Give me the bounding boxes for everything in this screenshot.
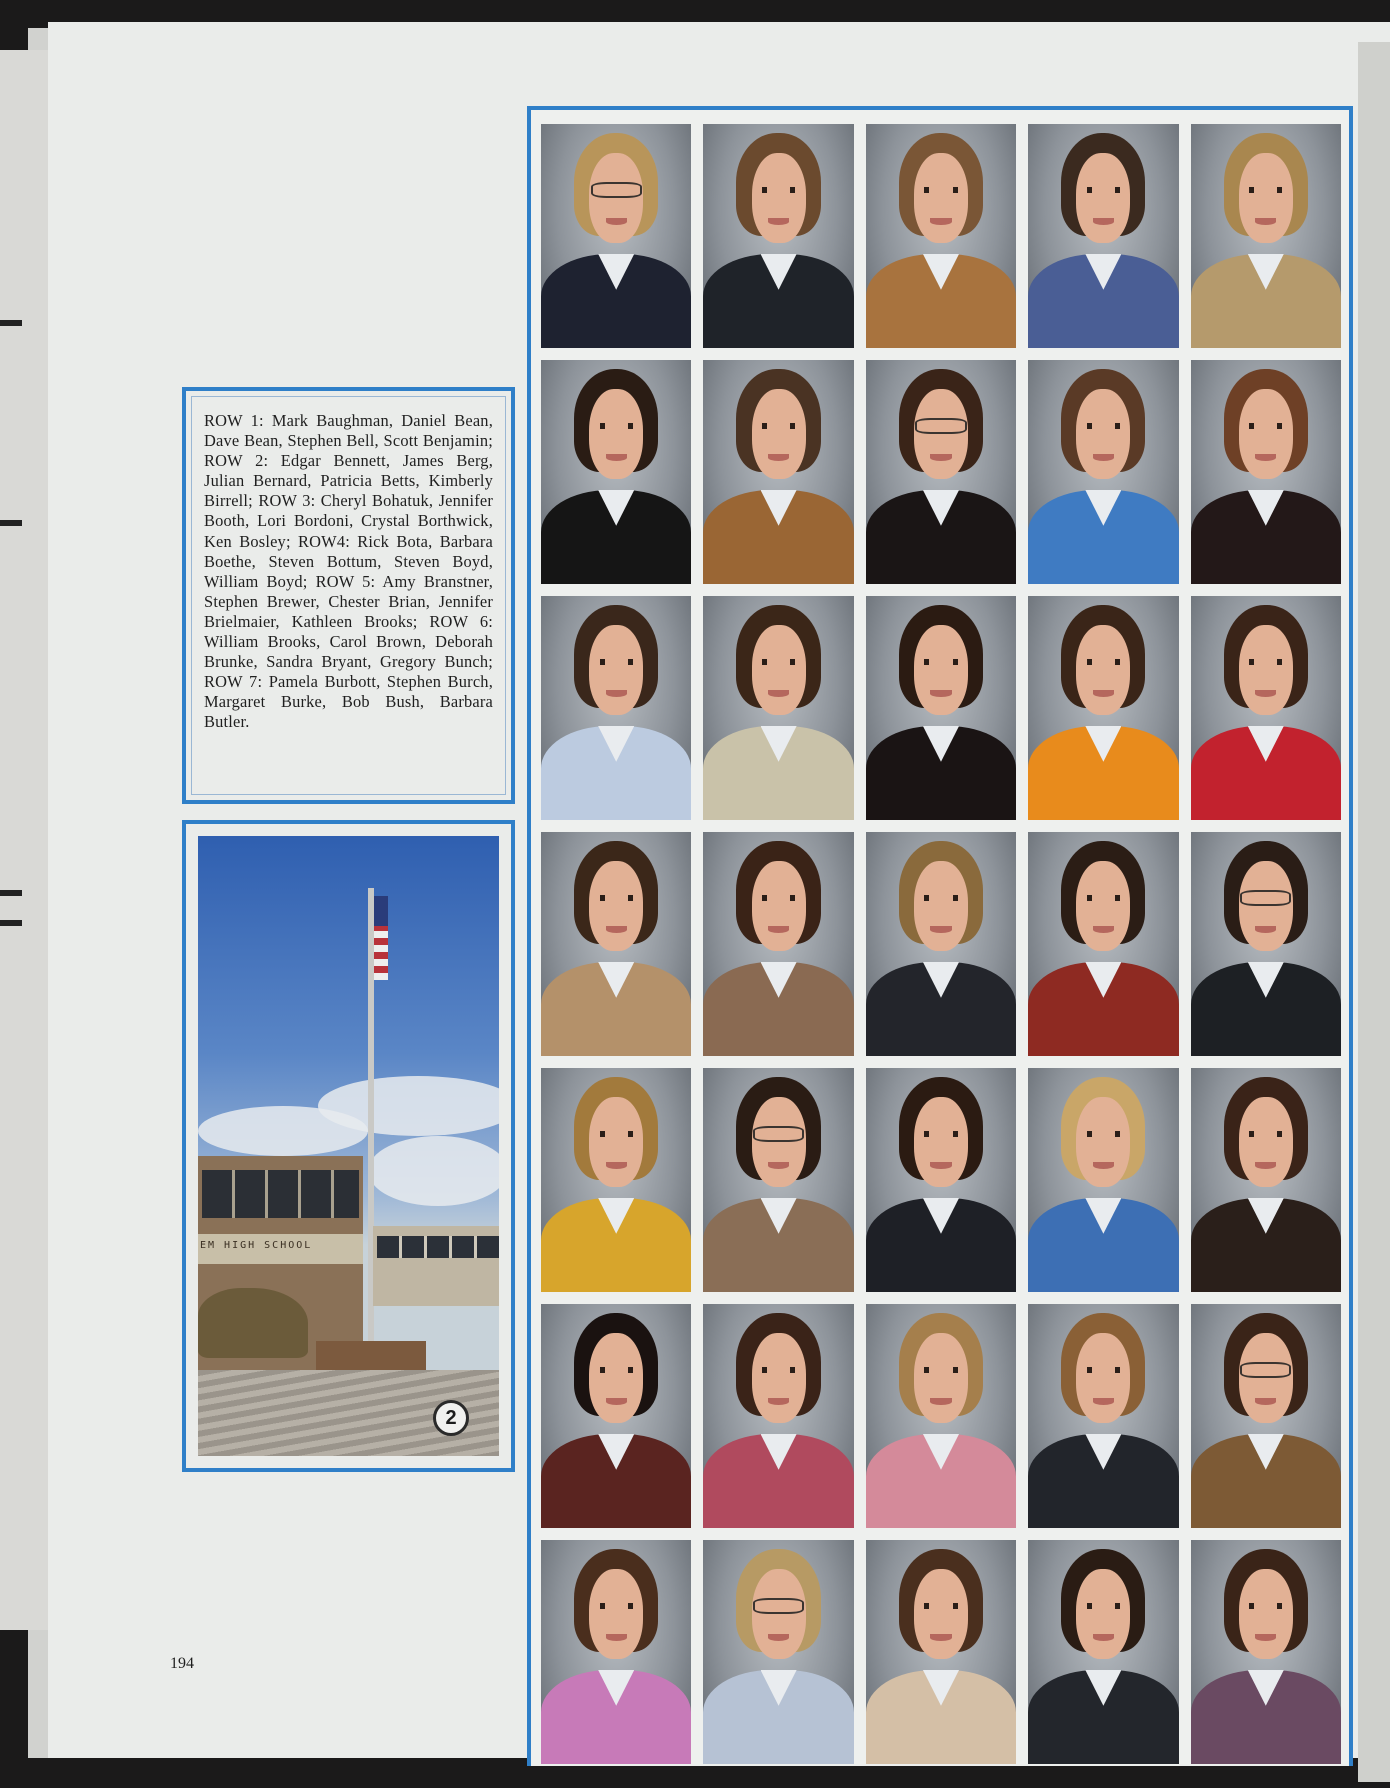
glasses-icon xyxy=(1240,890,1291,906)
portrait-smile xyxy=(768,1162,789,1169)
portrait-eyes xyxy=(1087,1603,1120,1610)
portrait-face xyxy=(752,153,806,243)
portrait-face xyxy=(1076,861,1130,951)
portrait-photo xyxy=(866,832,1016,1056)
caption-box xyxy=(182,387,515,804)
glasses-icon xyxy=(915,418,966,434)
portrait-face xyxy=(1076,153,1130,243)
portrait-eyes xyxy=(1087,659,1120,666)
portrait-smile xyxy=(1093,926,1114,933)
portrait-eyes xyxy=(924,1367,957,1374)
portrait-smile xyxy=(930,218,951,225)
portrait-eyes xyxy=(1087,423,1120,430)
portrait-face xyxy=(752,1333,806,1423)
portrait-photo xyxy=(866,1304,1016,1528)
portrait-face xyxy=(589,1097,643,1187)
portrait-eyes xyxy=(1087,1367,1120,1374)
portrait-face xyxy=(589,625,643,715)
portrait-eyes xyxy=(924,659,957,666)
portrait-face xyxy=(1239,153,1293,243)
portrait-photo xyxy=(541,1068,691,1292)
portrait-smile xyxy=(1093,1162,1114,1169)
portrait-photo xyxy=(866,1068,1016,1292)
portrait-smile xyxy=(606,1634,627,1641)
portrait-smile xyxy=(606,218,627,225)
portrait-smile xyxy=(1255,1162,1276,1169)
portrait-photo xyxy=(703,1304,853,1528)
portrait-photo xyxy=(1028,360,1178,584)
portrait-photo xyxy=(1028,596,1178,820)
portrait-face xyxy=(1239,861,1293,951)
photo-number-badge: 2 xyxy=(433,1400,469,1436)
portrait-face xyxy=(1076,1097,1130,1187)
portrait-face xyxy=(1076,389,1130,479)
portrait-face xyxy=(589,1569,643,1659)
portrait-photo xyxy=(541,1540,691,1764)
portrait-face xyxy=(914,1569,968,1659)
portrait-smile xyxy=(1255,1398,1276,1405)
portrait-face xyxy=(752,1097,806,1187)
portrait-photo xyxy=(1028,1540,1178,1764)
portrait-eyes xyxy=(1087,895,1120,902)
portrait-photo xyxy=(866,360,1016,584)
portrait-eyes xyxy=(762,187,795,194)
portrait-eyes xyxy=(600,423,633,430)
portrait-smile xyxy=(606,454,627,461)
portrait-photo xyxy=(703,1540,853,1764)
portrait-smile xyxy=(768,690,789,697)
portrait-eyes xyxy=(1249,1603,1282,1610)
portrait-photo xyxy=(866,596,1016,820)
school-photo-frame xyxy=(182,820,515,1472)
glasses-icon xyxy=(591,182,642,198)
portrait-photo xyxy=(541,1304,691,1528)
portrait-eyes xyxy=(1249,423,1282,430)
portrait-face xyxy=(914,153,968,243)
glasses-icon xyxy=(1240,1362,1291,1378)
portrait-eyes xyxy=(762,895,795,902)
portrait-photo xyxy=(1191,596,1341,820)
portrait-photo xyxy=(1028,832,1178,1056)
portrait-face xyxy=(914,1097,968,1187)
portrait-smile xyxy=(930,1162,951,1169)
portrait-eyes xyxy=(924,1131,957,1138)
portrait-eyes xyxy=(600,1131,633,1138)
portrait-photo xyxy=(541,596,691,820)
page-number: 194 xyxy=(170,1655,194,1672)
portrait-face xyxy=(1239,1569,1293,1659)
portrait-face xyxy=(1076,1333,1130,1423)
portrait-eyes xyxy=(600,659,633,666)
portrait-smile xyxy=(1255,690,1276,697)
portrait-face xyxy=(752,1569,806,1659)
portrait-face xyxy=(1239,1333,1293,1423)
portrait-grid xyxy=(541,124,1341,1766)
portrait-face xyxy=(1076,625,1130,715)
glasses-icon xyxy=(753,1598,804,1614)
portrait-eyes xyxy=(1087,1131,1120,1138)
portrait-face xyxy=(589,153,643,243)
portrait-photo xyxy=(541,360,691,584)
portrait-photo xyxy=(703,832,853,1056)
portrait-smile xyxy=(1255,218,1276,225)
portrait-photo xyxy=(866,124,1016,348)
portrait-photo xyxy=(1191,360,1341,584)
portrait-eyes xyxy=(1249,659,1282,666)
portrait-eyes xyxy=(1249,187,1282,194)
portrait-smile xyxy=(768,218,789,225)
portrait-smile xyxy=(606,1398,627,1405)
portrait-smile xyxy=(768,1634,789,1641)
portrait-photo xyxy=(703,124,853,348)
portrait-smile xyxy=(768,926,789,933)
portrait-photo xyxy=(541,124,691,348)
portrait-smile xyxy=(1093,218,1114,225)
portrait-smile xyxy=(930,1634,951,1641)
portrait-eyes xyxy=(600,895,633,902)
portrait-grid-frame xyxy=(527,106,1353,1766)
portrait-face xyxy=(752,625,806,715)
portrait-photo xyxy=(1028,1068,1178,1292)
portrait-photo xyxy=(1191,832,1341,1056)
portrait-smile xyxy=(1255,454,1276,461)
portrait-smile xyxy=(606,926,627,933)
portrait-face xyxy=(1239,625,1293,715)
portrait-face xyxy=(752,389,806,479)
portrait-face xyxy=(914,389,968,479)
portrait-photo xyxy=(866,1540,1016,1764)
portrait-eyes xyxy=(924,895,957,902)
portrait-photo xyxy=(703,360,853,584)
portrait-face xyxy=(914,1333,968,1423)
portrait-smile xyxy=(930,926,951,933)
portrait-smile xyxy=(930,454,951,461)
portrait-smile xyxy=(1255,926,1276,933)
portrait-eyes xyxy=(600,1603,633,1610)
facing-page-edge xyxy=(1358,42,1390,1782)
portrait-face xyxy=(914,861,968,951)
portrait-eyes xyxy=(762,423,795,430)
portrait-photo xyxy=(1028,124,1178,348)
portrait-smile xyxy=(1093,690,1114,697)
school-building-photo xyxy=(198,836,499,1456)
portrait-face xyxy=(752,861,806,951)
portrait-smile xyxy=(1093,1398,1114,1405)
portrait-smile xyxy=(606,1162,627,1169)
portrait-photo xyxy=(703,1068,853,1292)
portrait-face xyxy=(1076,1569,1130,1659)
previous-page-strip xyxy=(0,50,48,1630)
portrait-eyes xyxy=(600,1367,633,1374)
portrait-face xyxy=(914,625,968,715)
portrait-photo xyxy=(1028,1304,1178,1528)
portrait-smile xyxy=(606,690,627,697)
portrait-smile xyxy=(768,1398,789,1405)
portrait-smile xyxy=(1255,1634,1276,1641)
portrait-photo xyxy=(541,832,691,1056)
portrait-face xyxy=(1239,1097,1293,1187)
portrait-smile xyxy=(930,690,951,697)
portrait-eyes xyxy=(1087,187,1120,194)
portrait-photo xyxy=(1191,1304,1341,1528)
portrait-eyes xyxy=(924,1603,957,1610)
portrait-photo xyxy=(1191,1540,1341,1764)
glasses-icon xyxy=(753,1126,804,1142)
portrait-smile xyxy=(930,1398,951,1405)
school-sign: EM HIGH SCHOOL xyxy=(200,1240,313,1251)
caption-text: ROW 1: Mark Baughman, Daniel Bean, Dave Bean, Stephen Bell, Scott Benjamin; ROW 2: Edgar Bennett, James Berg, Julian Bernard, Patricia Betts, Kimberly Birrell; ROW 3: Cheryl Bohatuk, Jennifer Booth, Lori Bordoni, Crystal Borthwick, Ken Bosley; ROW4: Rick Bota, Barbara Boethe, Steven Bottum, Steven Boyd, William Boyd; ROW 5: Amy Branstner, Stephen Brewer, Chester Brian, Jennifer Brielmaier, Kathleen Brooks; ROW 6: William Brooks, Carol Brown, Deborah Brunke, Sandra Bryant, Gregory Bunch; ROW 7: Pamela Burbott, Stephen Burch, Margaret Burke, Bob Bush, Barbara Butler. xyxy=(191,396,506,795)
portrait-face xyxy=(589,861,643,951)
portrait-smile xyxy=(1093,454,1114,461)
portrait-smile xyxy=(768,454,789,461)
portrait-face xyxy=(589,389,643,479)
portrait-face xyxy=(589,1333,643,1423)
portrait-smile xyxy=(1093,1634,1114,1641)
portrait-eyes xyxy=(924,187,957,194)
portrait-photo xyxy=(703,596,853,820)
portrait-eyes xyxy=(762,1367,795,1374)
portrait-eyes xyxy=(1249,1131,1282,1138)
portrait-face xyxy=(1239,389,1293,479)
portrait-photo xyxy=(1191,1068,1341,1292)
portrait-eyes xyxy=(762,659,795,666)
portrait-photo xyxy=(1191,124,1341,348)
